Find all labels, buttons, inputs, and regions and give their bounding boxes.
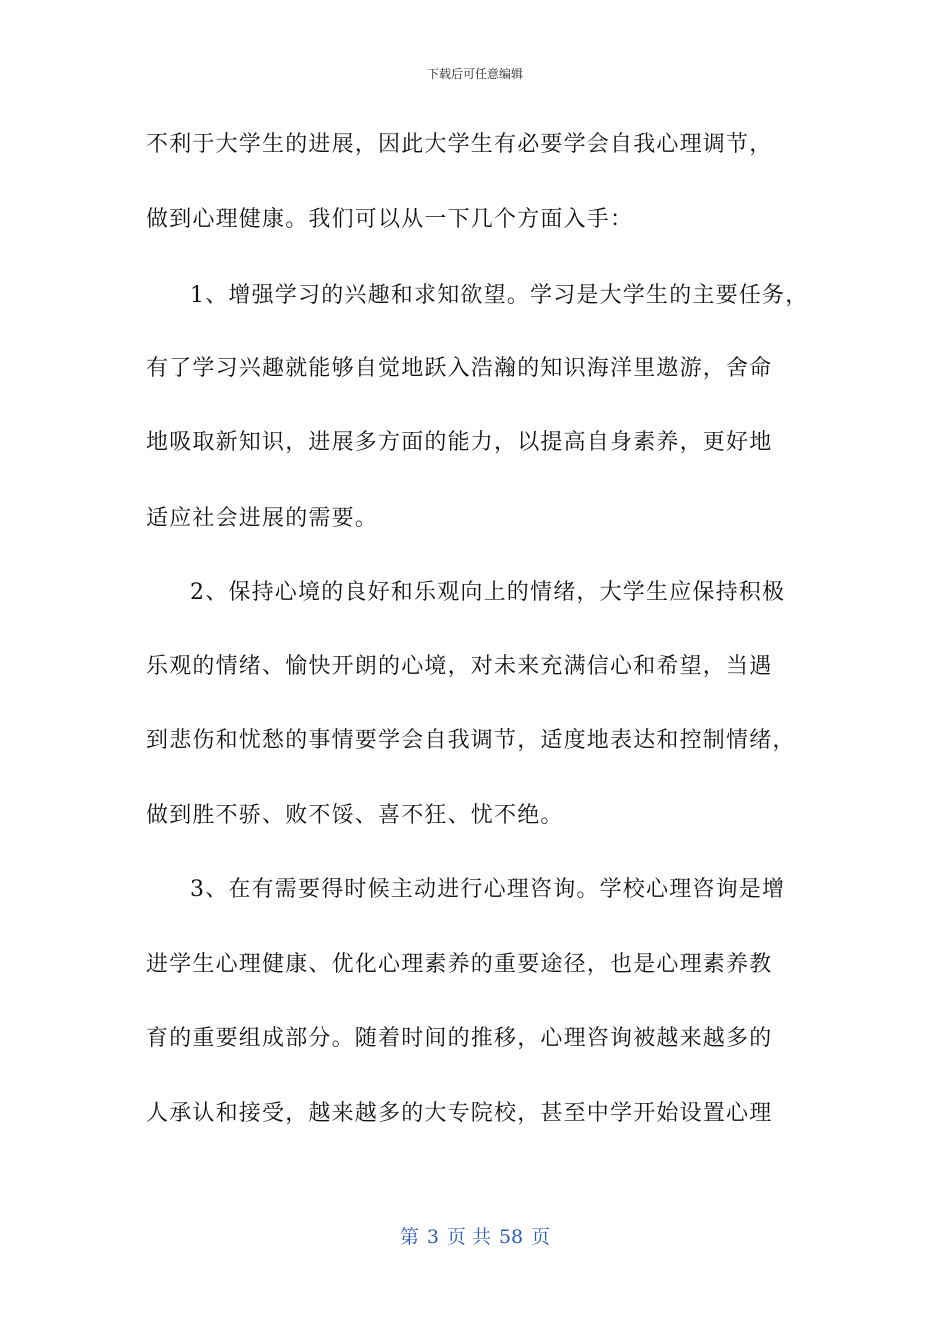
text-line: 到悲伤和忧愁的事情要学会自我调节，适度地表达和控制情绪， xyxy=(146,728,796,753)
text-line: 做到心理健康。我们可以从一下几个方面入手： xyxy=(146,207,634,232)
total-pages-number: 58 xyxy=(498,1226,524,1248)
text-line: 不利于大学生的进展，因此大学生有必要学会自我心理调节， xyxy=(146,132,773,157)
text-line: 1、增强学习的兴趣和求知欲望。学习是大学生的主要任务， xyxy=(190,283,809,308)
text-line: 有了学习兴趣就能够自觉地跃入浩瀚的知识海洋里遨游，舍命 xyxy=(146,356,773,381)
text-line: 2、保持心境的良好和乐观向上的情绪，大学生应保持积极 xyxy=(190,580,786,605)
text-line: 进学生心理健康、优化心理素养的重要途径，也是心理素养教 xyxy=(146,952,773,977)
text-line: 乐观的情绪、愉快开朗的心境，对未来充满信心和希望，当遇 xyxy=(146,654,773,679)
page-header: 下载后可任意编辑 xyxy=(426,67,523,81)
text-line: 育的重要组成部分。随着时间的推移，心理咨询被越来越多的 xyxy=(146,1026,773,1051)
page-number-footer xyxy=(0,1224,950,1250)
text-line: 人承认和接受，越来越多的大专院校，甚至中学开始设置心理 xyxy=(146,1101,773,1126)
text-line: 做到胜不骄、败不馁、喜不狂、忧不绝。 xyxy=(146,803,564,828)
text-line: 3、在有需要得时候主动进行心理咨询。学校心理咨询是增 xyxy=(190,877,786,902)
text-line: 适应社会进展的需要。 xyxy=(146,506,379,531)
current-page-number: 3 xyxy=(426,1226,439,1248)
footer-suffix: 页 xyxy=(531,1226,551,1248)
footer-middle: 页 共 xyxy=(446,1226,491,1248)
text-line: 地吸取新知识，进展多方面的能力，以提高自身素养，更好地 xyxy=(146,430,773,455)
footer-prefix: 第 xyxy=(399,1226,419,1248)
